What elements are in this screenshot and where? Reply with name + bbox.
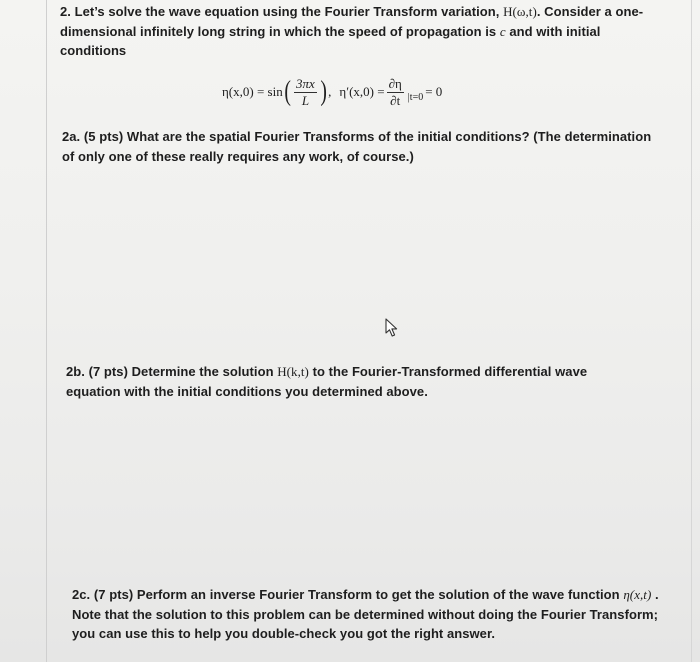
eq-left-paren: ( (284, 76, 291, 107)
question-2a: 2a. (5 pts) What are the spatial Fourier Transforms of the initial conditions? (The determination of only one of these really requires any work, of course.) (62, 129, 652, 164)
initial-conditions-equation (222, 70, 442, 114)
eq-partial-numerator: ∂η (388, 75, 402, 91)
page-right-edge (691, 0, 692, 662)
eq-evaluation-bar: |t=0 (407, 91, 424, 103)
q2-intro-text-b: . Consider a one-dimensional infinitely long string in which the speed of propagation is (60, 4, 644, 39)
q2b-function: H(k,t) (277, 364, 309, 379)
eq-eta-lhs: η(x,0) = sin (222, 84, 283, 99)
q2-intro-function: H(ω,t) (503, 4, 537, 19)
q2-intro-speed-symbol: c (499, 23, 506, 39)
eq-etaprime-lhs: η′(x,0) = (339, 84, 385, 99)
q2b-text-b: to the Fourier-Transformed differential wave equation with the initial conditions you determined above. (66, 364, 588, 399)
question-2c (72, 585, 662, 644)
mouse-pointer-icon (384, 318, 402, 338)
page-left-edge (46, 0, 47, 662)
q2b-text-a: 2b. (7 pts) Determine the solution (66, 364, 278, 379)
eq-right-paren: ) (320, 76, 327, 107)
q2c-function: η(x,t) (623, 587, 652, 602)
q2-intro-text-a: 2. Let’s solve the wave equation using the Fourier Transform variation, (60, 4, 504, 19)
eq-partial-fraction (387, 77, 404, 108)
q2c-text-b: . Note that the solution to this problem can be determined without doing the Fourier Transform; you can use this to help you double-check you got the right answer. (72, 587, 659, 641)
q2c-text-a: 2c. (7 pts) Perform an inverse Fourier Transform to get the solution of the wave function (72, 587, 624, 602)
eq-sin-numerator: 3πx (296, 75, 315, 91)
eq-rhs: = 0 (425, 84, 443, 99)
eq-sin-denominator: L (301, 92, 310, 108)
question-2b (66, 362, 626, 401)
eq-comma: , (328, 84, 332, 99)
q2-intro-text-c: and with initial conditions (60, 23, 601, 58)
eq-partial-denominator: ∂t (390, 92, 401, 108)
eq-sin-fraction (294, 77, 317, 108)
question-2-intro (60, 2, 670, 61)
